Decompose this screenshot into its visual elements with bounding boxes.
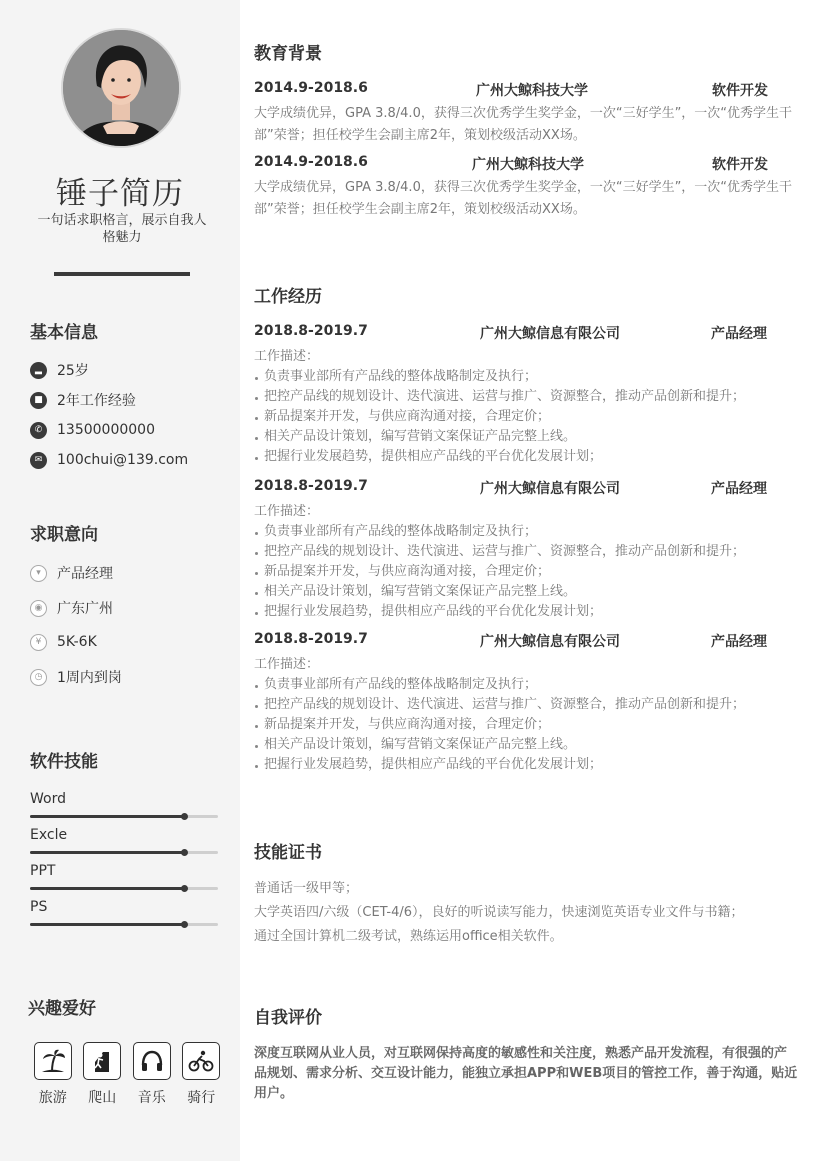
work-role: 产品经理 xyxy=(711,634,767,650)
hobby-item xyxy=(127,1042,177,1107)
work-date: 2018.8-2019.7 xyxy=(254,323,368,339)
certificate-line: 通过全国计算机二级考试，熟练运用office相关软件。 xyxy=(254,929,563,944)
resume-name: 锤子简历 xyxy=(56,176,184,212)
skill-bar-track xyxy=(30,923,218,926)
skill-name: Excle xyxy=(30,827,68,843)
skill-name: PS xyxy=(30,899,48,915)
work-entry-header xyxy=(254,323,799,343)
work-company: 广州大鲸信息有限公司 xyxy=(480,634,620,650)
skill-item xyxy=(30,791,218,818)
education-school: 广州大鲸科技大学 xyxy=(472,157,584,173)
work-role: 产品经理 xyxy=(711,326,767,342)
education-title: 教育背景 xyxy=(254,44,322,64)
work-entry-header xyxy=(254,478,799,498)
location-pin-icon: ◉ xyxy=(30,600,47,617)
sidebar xyxy=(0,0,240,1161)
education-date: 2014.9-2018.6 xyxy=(254,80,368,96)
work-bullet: 把握行业发展趋势，提供相应产品线的平台优化发展计划； xyxy=(254,447,799,467)
headphones-icon xyxy=(133,1042,171,1080)
work-company: 广州大鲸信息有限公司 xyxy=(480,326,620,342)
cycling-icon xyxy=(182,1042,220,1080)
basic-info-title: 基本信息 xyxy=(30,323,98,343)
work-description xyxy=(254,655,799,775)
skill-bar-fill xyxy=(30,851,184,854)
work-bullet: 把控产品线的规划设计、迭代演进、运营与推广、资源整合，推动产品创新和提升； xyxy=(254,387,799,407)
work-desc-label: 工作描述： xyxy=(254,349,320,364)
skill-bar-track xyxy=(30,887,218,890)
work-bullet: 负责事业部所有产品线的整体战略制定及执行； xyxy=(254,522,799,542)
work-bullet: 新品提案并开发，与供应商沟通对接，合理定价； xyxy=(254,562,799,582)
skill-item xyxy=(30,863,218,890)
tie-icon: ▾ xyxy=(30,565,47,582)
avatar xyxy=(61,28,181,148)
intent-salary-value: 5K-6K xyxy=(57,634,97,650)
info-email-value[interactable]: 100chui@139.com xyxy=(57,452,189,468)
mail-icon: ✉ xyxy=(30,452,47,469)
hobby-label: 旅游 xyxy=(38,1090,67,1106)
work-bullet: 相关产品设计策划，编写营销文案保证产品完整上线。 xyxy=(254,582,799,602)
work-desc-label: 工作描述： xyxy=(254,504,320,519)
yen-icon: ¥ xyxy=(30,634,47,651)
info-age xyxy=(30,360,89,380)
work-date: 2018.8-2019.7 xyxy=(254,478,368,494)
clock-icon: ◷ xyxy=(30,669,47,686)
education-entry-header xyxy=(254,80,799,100)
education-date: 2014.9-2018.6 xyxy=(254,154,368,170)
education-major: 软件开发 xyxy=(712,157,768,173)
info-experience-value: 2年工作经验 xyxy=(57,393,136,409)
work-bullet: 负责事业部所有产品线的整体战略制定及执行； xyxy=(254,367,799,387)
work-bullet: 把控产品线的规划设计、迭代演进、运营与推广、资源整合，推动产品创新和提升； xyxy=(254,695,799,715)
briefcase-icon: ■ xyxy=(30,392,47,409)
work-role: 产品经理 xyxy=(711,481,767,497)
work-bullet: 负责事业部所有产品线的整体战略制定及执行； xyxy=(254,675,799,695)
work-desc-label: 工作描述： xyxy=(254,657,320,672)
work-bullet: 新品提案并开发，与供应商沟通对接，合理定价； xyxy=(254,407,799,427)
work-title: 工作经历 xyxy=(254,287,322,307)
education-description: 大学成绩优异，GPA 3.8/4.0，获得三次优秀学生奖学金，一次“三好学生”，一次“优秀学生干部”荣誉；担任校学生会副主席2年，策划校级活动XX场。 xyxy=(254,106,793,143)
skill-bar-knob xyxy=(181,921,188,928)
intent-position-value: 产品经理 xyxy=(57,566,113,582)
hobby-item xyxy=(28,1042,78,1107)
skill-name: PPT xyxy=(30,863,56,879)
divider xyxy=(54,272,190,276)
skill-item xyxy=(30,899,218,926)
hobby-label: 音乐 xyxy=(137,1090,166,1106)
work-description xyxy=(254,502,799,622)
certificates-list xyxy=(254,877,799,949)
self-evaluation-title: 自我评价 xyxy=(254,1008,322,1028)
hobby-label: 爬山 xyxy=(88,1090,117,1106)
hobby-label: 骑行 xyxy=(187,1090,216,1106)
info-age-value: 25岁 xyxy=(57,363,89,379)
job-intent-title: 求职意向 xyxy=(30,525,98,545)
intent-availability-value: 1周内到岗 xyxy=(57,670,122,686)
skill-item xyxy=(30,827,218,854)
skill-bar-track xyxy=(30,851,218,854)
skill-bar-knob xyxy=(181,813,188,820)
info-email xyxy=(30,450,188,470)
phone-icon: ✆ xyxy=(30,422,47,439)
skill-bar-fill xyxy=(30,887,184,890)
certificates-title: 技能证书 xyxy=(254,843,322,863)
work-company: 广州大鲸信息有限公司 xyxy=(480,481,620,497)
hobbies-title: 兴趣爱好 xyxy=(28,999,96,1019)
info-phone-value[interactable]: 13500000000 xyxy=(57,422,155,438)
hobby-item xyxy=(177,1042,227,1107)
skill-bar-knob xyxy=(181,885,188,892)
skill-bar-knob xyxy=(181,849,188,856)
palm-tree-icon xyxy=(34,1042,72,1080)
work-bullet: 相关产品设计策划，编写营销文案保证产品完整上线。 xyxy=(254,427,799,447)
education-entry-header xyxy=(254,154,799,174)
intent-salary xyxy=(30,632,97,652)
work-description xyxy=(254,347,799,467)
education-description: 大学成绩优异，GPA 3.8/4.0，获得三次优秀学生奖学金，一次“三好学生”，一次“优秀学生干部”荣誉；担任校学生会副主席2年，策划校级活动XX场。 xyxy=(254,180,793,217)
certificate-line: 大学英语四/六级（CET-4/6），良好的听说读写能力，快速浏览英语专业文件与书籍； xyxy=(254,905,744,920)
intent-location xyxy=(30,598,113,618)
climbing-icon xyxy=(83,1042,121,1080)
skill-bar-track xyxy=(30,815,218,818)
skill-bar-fill xyxy=(30,815,184,818)
intent-availability xyxy=(30,667,122,687)
self-evaluation-text: 深度互联网从业人员，对互联网保持高度的敏感性和关注度，熟悉产品开发流程，有很强的产品规划、需求分析、交互设计能力，能独立承担APP和WEB项目的管控工作，善于沟通，贴近用户。 xyxy=(254,1046,798,1101)
work-entry-header xyxy=(254,631,799,651)
work-bullet: 把握行业发展趋势，提供相应产品线的平台优化发展计划； xyxy=(254,602,799,622)
work-bullet: 把控产品线的规划设计、迭代演进、运营与推广、资源整合，推动产品创新和提升； xyxy=(254,542,799,562)
intent-location-value: 广东广州 xyxy=(57,601,113,617)
certificate-line: 普通话一级甲等； xyxy=(254,881,359,896)
cake-icon: ▂ xyxy=(30,362,47,379)
motto: 一句话求职格言，展示自我人格魅力 xyxy=(37,213,207,245)
skill-name: Word xyxy=(30,791,66,807)
hobby-item xyxy=(78,1042,128,1107)
avatar-photo xyxy=(63,30,179,146)
skill-bar-fill xyxy=(30,923,184,926)
info-experience xyxy=(30,390,136,410)
info-phone xyxy=(30,420,155,440)
hobby-list xyxy=(28,1042,228,1107)
work-date: 2018.8-2019.7 xyxy=(254,631,368,647)
education-school: 广州大鲸科技大学 xyxy=(476,83,588,99)
work-bullet: 相关产品设计策划，编写营销文案保证产品完整上线。 xyxy=(254,735,799,755)
skills-title: 软件技能 xyxy=(30,752,98,772)
work-bullet: 把握行业发展趋势，提供相应产品线的平台优化发展计划； xyxy=(254,755,799,775)
intent-position xyxy=(30,563,113,583)
work-bullet: 新品提案并开发，与供应商沟通对接，合理定价； xyxy=(254,715,799,735)
education-major: 软件开发 xyxy=(712,83,768,99)
